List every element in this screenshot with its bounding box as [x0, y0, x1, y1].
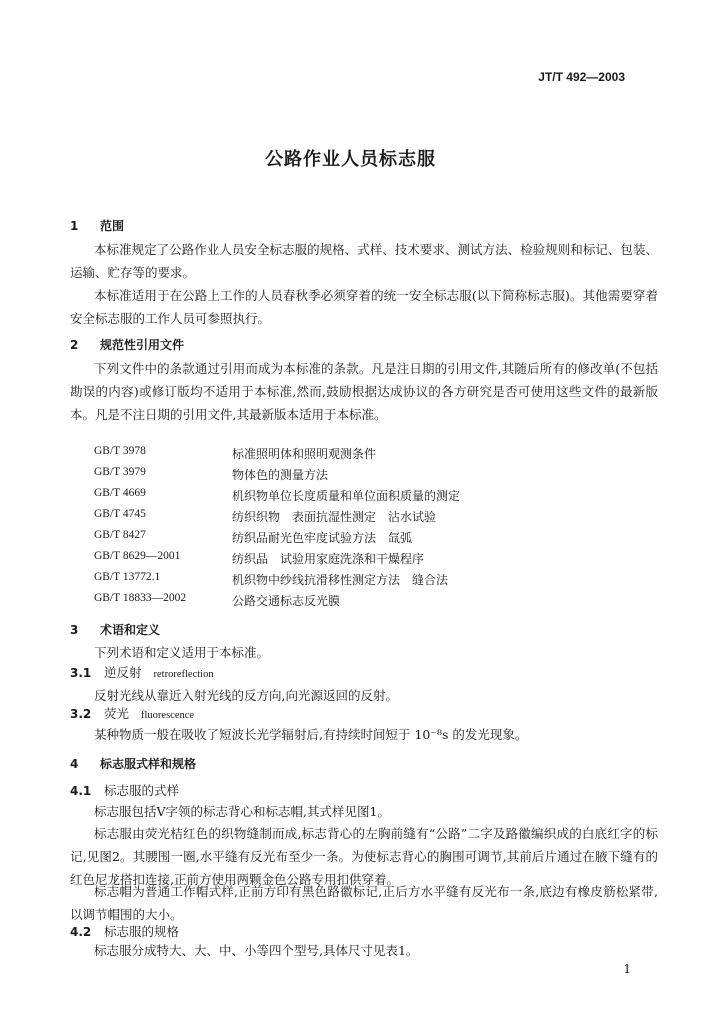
- reference-code: GB/T 8427: [94, 529, 146, 541]
- page-title: 公路作业人员标志服: [265, 149, 436, 170]
- paragraph: 标志服由荧光桔红色的织物缝制而成,标志背心的左胸前缝有“公路”二字及路徽编织成的白底红字的标记,见图2。其腰围一圈,水平缝有反光布至少一条。为使标志背心的胸围可调节,其前后片通过在腋下缝有的红色尼龙搭扣连接,正前方使用两颗金色公路专用扣供穿着。: [70, 826, 658, 887]
- section-1-heading: [70, 217, 124, 234]
- section-number: 2: [70, 338, 79, 352]
- reference-title: 标准照明体和照明观测条件: [232, 447, 377, 461]
- subsection-number: 4.2: [70, 925, 92, 939]
- reference-code: GB/T 4669: [94, 487, 146, 499]
- term-number: 3.2: [70, 707, 92, 721]
- term-name: 荧光: [104, 706, 130, 721]
- section-number: 4: [70, 757, 79, 771]
- reference-code: GB/T 18833—2002: [94, 592, 187, 604]
- subsection-4-1-heading: [70, 781, 179, 799]
- term-english: fluorescence: [141, 710, 195, 721]
- reference-title: 机织物中纱线抗滑移性测定方法 缝合法: [232, 573, 449, 587]
- paragraph: 下列术语和定义适用于本标准。: [94, 645, 270, 660]
- paragraph: 本标准适用于在公路上工作的人员春秋季必须穿着的统一安全标志服(以下简称标志服)。其他需要穿着安全标志服的工作人员可参照执行。: [70, 288, 658, 326]
- section-number: 1: [70, 219, 79, 233]
- reference-code: GB/T 13772.1: [94, 571, 161, 583]
- reference-code: GB/T 3978: [94, 445, 146, 457]
- reference-title: 纺织品耐光色牢度试验方法 氙弧: [232, 531, 413, 545]
- reference-title: 公路交通标志反光膜: [232, 594, 341, 608]
- standard-number: JT/T 492—2003: [538, 70, 625, 84]
- subsection-number: 4.1: [70, 784, 92, 798]
- reference-code: GB/T 4745: [94, 508, 146, 520]
- reference-code: GB/T 8629—2001: [94, 550, 181, 562]
- term-heading: [70, 704, 194, 722]
- term-heading: [70, 663, 214, 681]
- section-2-heading: [70, 336, 184, 353]
- subsection-4-2-heading: [70, 922, 179, 940]
- subsection-title: 标志服的式样: [104, 783, 180, 798]
- reference-code: GB/T 3979: [94, 466, 146, 478]
- section-title: 范围: [100, 219, 125, 233]
- page-number: 1: [623, 962, 631, 976]
- section-title: 标志服式样和规格: [100, 757, 197, 771]
- reference-title: 物体色的测量方法: [232, 468, 329, 482]
- reference-title: 纺织品 试验用家庭洗涤和干燥程序: [232, 552, 425, 566]
- reference-title: 机织物单位长度质量和单位面积质量的测定: [232, 489, 461, 503]
- paragraph: 标志服包括V字领的标志背心和标志帽,其式样见图1。: [94, 804, 390, 819]
- section-number: 3: [70, 623, 79, 637]
- subsection-title: 标志服的规格: [104, 924, 180, 939]
- paragraph: 标志服分成特大、大、中、小等四个型号,具体尺寸见表1。: [94, 943, 419, 958]
- section-4-heading: [70, 755, 196, 772]
- reference-title: 纺织织物 表面抗湿性测定 沾水试验: [232, 510, 437, 524]
- paragraph: 标志帽为普通工作帽式样,正前方印有黑色路徽标记,正后方水平缝有反光布一条,底边有橡皮筋松紧带,以调节帽围的大小。: [70, 884, 658, 922]
- term-definition: 某种物质一般在吸收了短波长光学辐射后,有持续时间短于 10⁻⁸s 的发光现象。: [94, 727, 528, 742]
- section-title: 规范性引用文件: [100, 338, 185, 352]
- paragraph: 下列文件中的条款通过引用而成为本标准的条款。凡是注日期的引用文件,其随后所有的修改单(不包括勘误的内容)或修订版均不适用于本标准,然而,鼓励根据达成协议的各方研究是否可使用这些文件的最新版本。凡是不注日期的引用文件,其最新版本适用于本标准。: [70, 361, 658, 422]
- section-3-heading: [70, 621, 160, 638]
- paragraph: 本标准规定了公路作业人员安全标志服的规格、式样、技术要求、测试方法、检验规则和标记、包装、运输、贮存等的要求。: [70, 242, 658, 280]
- section-title: 术语和定义: [100, 623, 161, 637]
- term-number: 3.1: [70, 666, 92, 680]
- term-name: 逆反射: [104, 665, 142, 680]
- term-english: retroreflection: [153, 669, 214, 680]
- term-definition: 反射光线从靠近入射光线的反方向,向光源返回的反射。: [94, 688, 398, 703]
